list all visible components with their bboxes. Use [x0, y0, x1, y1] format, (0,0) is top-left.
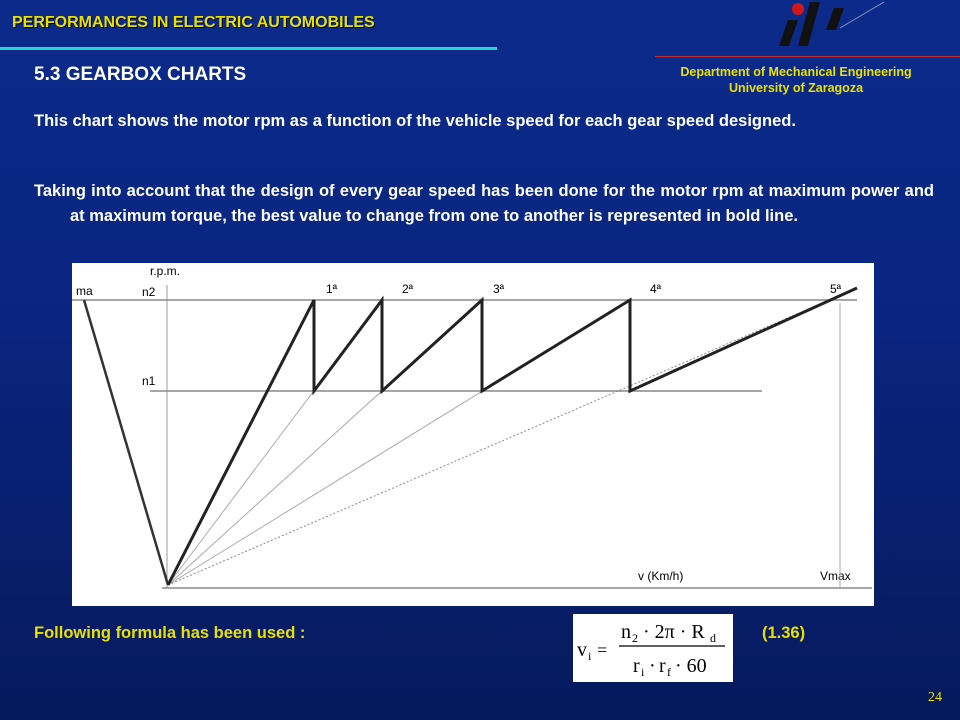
- gear-5-label: 5ª: [830, 282, 842, 296]
- ma-label: ma: [76, 284, 93, 298]
- n2-label: n2: [142, 285, 156, 299]
- formula-den-r1: r: [633, 655, 640, 677]
- department-divider: [655, 56, 960, 57]
- university-logo: [772, 0, 892, 52]
- department-name: Department of Mechanical Engineering: [680, 65, 912, 79]
- formula-den-r2: r: [659, 655, 666, 677]
- vmax-label: Vmax: [820, 569, 851, 583]
- paragraph-gear-change: Taking into account that the design of every gear speed has been done for the motor rpm at maximum power and at maximum torque, the best value to change from one to another is represented in bold line.: [34, 182, 934, 225]
- formula-lhs: v: [577, 639, 587, 661]
- logo-stroke-1: [779, 20, 798, 46]
- n1-label: n1: [142, 374, 156, 388]
- ma-line: [84, 300, 168, 585]
- page-number: 24: [928, 690, 942, 705]
- gear-4-label: 4ª: [650, 282, 662, 296]
- x-axis-label: v (Km/h): [638, 569, 684, 583]
- formula-num-r-sub: d: [710, 631, 716, 645]
- gear-1-label: 1ª: [326, 282, 338, 296]
- gear-2-label: 2ª: [402, 282, 414, 296]
- logo-dot: [792, 3, 804, 15]
- paragraph-chart-description: This chart shows the motor rpm as a function of the vehicle speed for each gear speed designed.: [34, 112, 796, 130]
- gear-3-label: 3ª: [493, 282, 505, 296]
- formula-num-rest: · 2π · R: [643, 621, 705, 643]
- formula-num-n: n: [621, 621, 631, 643]
- gearbox-chart-svg: [72, 263, 874, 606]
- formula-svg: [573, 614, 733, 682]
- university-name: University of Zaragoza: [728, 81, 864, 95]
- gearbox-chart: [72, 263, 874, 606]
- logo-swoosh: [840, 2, 884, 28]
- gear-5-ratio-line: [168, 288, 857, 585]
- equation-number: (1.36): [762, 624, 806, 642]
- header-divider: [0, 47, 497, 50]
- formula-image: [573, 614, 733, 682]
- y-axis-label: r.p.m.: [150, 264, 181, 278]
- formula-den-r2-sub: f: [667, 665, 671, 679]
- formula-equals: =: [597, 640, 608, 660]
- presentation-title: PERFORMANCES IN ELECTRIC AUTOMOBILES: [12, 14, 375, 31]
- formula-dot: ·: [649, 655, 656, 677]
- formula-den-r1-sub: i: [641, 665, 645, 679]
- section-title: 5.3 GEARBOX CHARTS: [34, 64, 247, 85]
- formula-label: Following formula has been used :: [34, 624, 306, 642]
- formula-num-n-sub: 2: [632, 631, 638, 645]
- institution-block: [640, 64, 952, 96]
- formula-den-rest: · 60: [675, 655, 707, 677]
- formula-lhs-sub: i: [588, 649, 592, 663]
